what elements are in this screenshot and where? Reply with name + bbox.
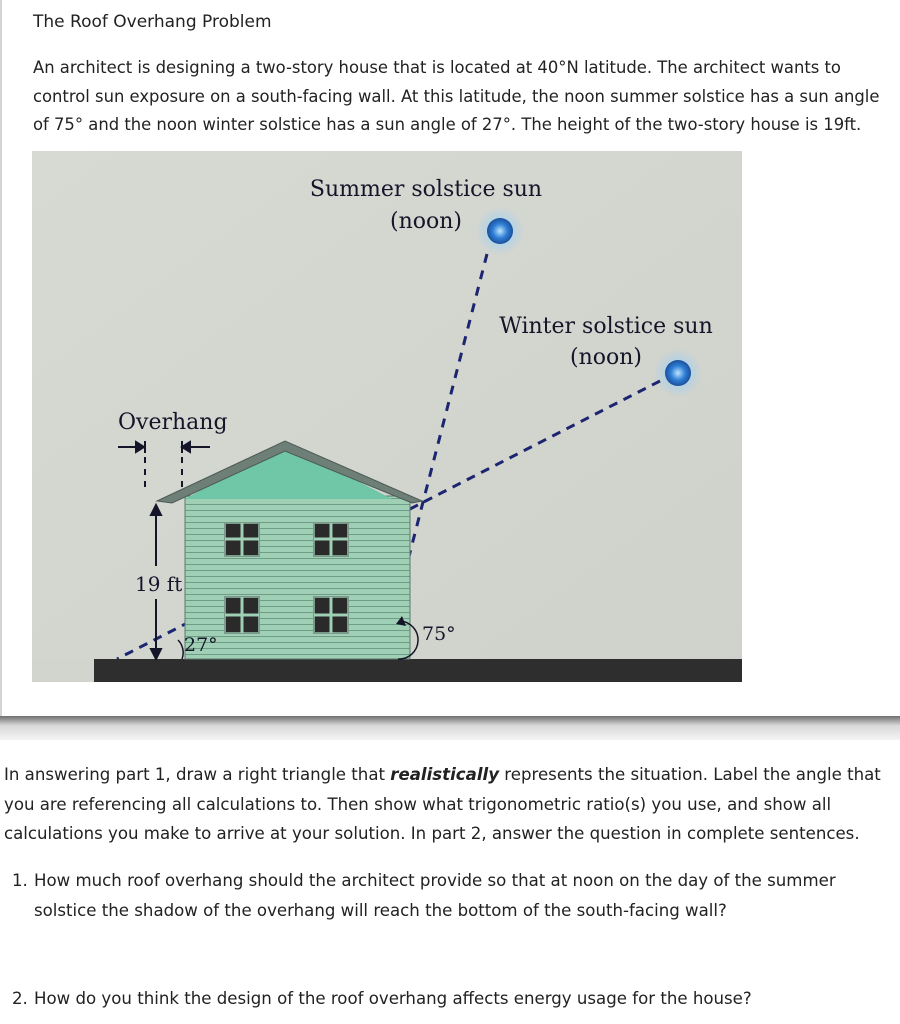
ground-edge xyxy=(32,659,94,682)
instructions xyxy=(4,760,894,849)
question-1-number: 1. xyxy=(12,871,28,890)
summer-sun-label: Summer solstice sun xyxy=(309,177,543,202)
instructions-text-2: represents the situation. Label the angle that you are referencing all calculations to. Then show what trigonometric ratio(s) you use, and show all calculations you make to arrive at your solution. In part 2, answer the question in complete sentences. xyxy=(4,765,881,843)
winter-sun-label: Winter solstice sun xyxy=(499,314,713,339)
question-1 xyxy=(12,866,882,925)
instructions-text-1: In answering part 1, draw a right triangle that xyxy=(4,765,391,784)
summer-sun-noon-label: (noon) xyxy=(390,209,462,234)
window-icon xyxy=(314,597,348,633)
question-2 xyxy=(12,984,882,1014)
winter-sun-noon-label: (noon) xyxy=(570,345,642,370)
instructions-emphasis: realistically xyxy=(390,765,500,784)
overhang-label: Overhang xyxy=(118,410,228,435)
house-wall xyxy=(185,496,410,659)
question-2-number: 2. xyxy=(12,989,28,1008)
window-icon xyxy=(225,597,259,633)
problem-title: The Roof Overhang Problem xyxy=(33,12,272,32)
window-icon xyxy=(314,523,348,556)
ground xyxy=(94,659,742,682)
question-1-text: How much roof overhang should the architect provide so that at noon on the day of the summer solstice the shadow of the overhang will reach the bottom of the south-facing wall? xyxy=(34,871,836,920)
card-shadow xyxy=(0,716,900,740)
roof-overhang-diagram xyxy=(32,151,742,682)
question-2-text: How do you think the design of the roof overhang affects energy usage for the house? xyxy=(34,989,752,1008)
winter-angle-label: 27° xyxy=(184,634,218,656)
winter-sun-icon xyxy=(654,349,702,397)
summer-sun-icon xyxy=(476,207,524,255)
problem-intro: An architect is designing a two-story house that is located at 40°N latitude. The architect wants to control sun exposure on a south-facing wall. At this latitude, the noon summer solstice has a sun angle of 75° and the noon winter solstice has a sun angle of 27°. The height of the two-story house is 19ft. xyxy=(33,58,880,134)
diagram-svg xyxy=(32,151,742,682)
summer-angle-label: 75° xyxy=(422,623,456,645)
height-label: 19 ft xyxy=(135,572,183,596)
window-icon xyxy=(225,523,259,556)
